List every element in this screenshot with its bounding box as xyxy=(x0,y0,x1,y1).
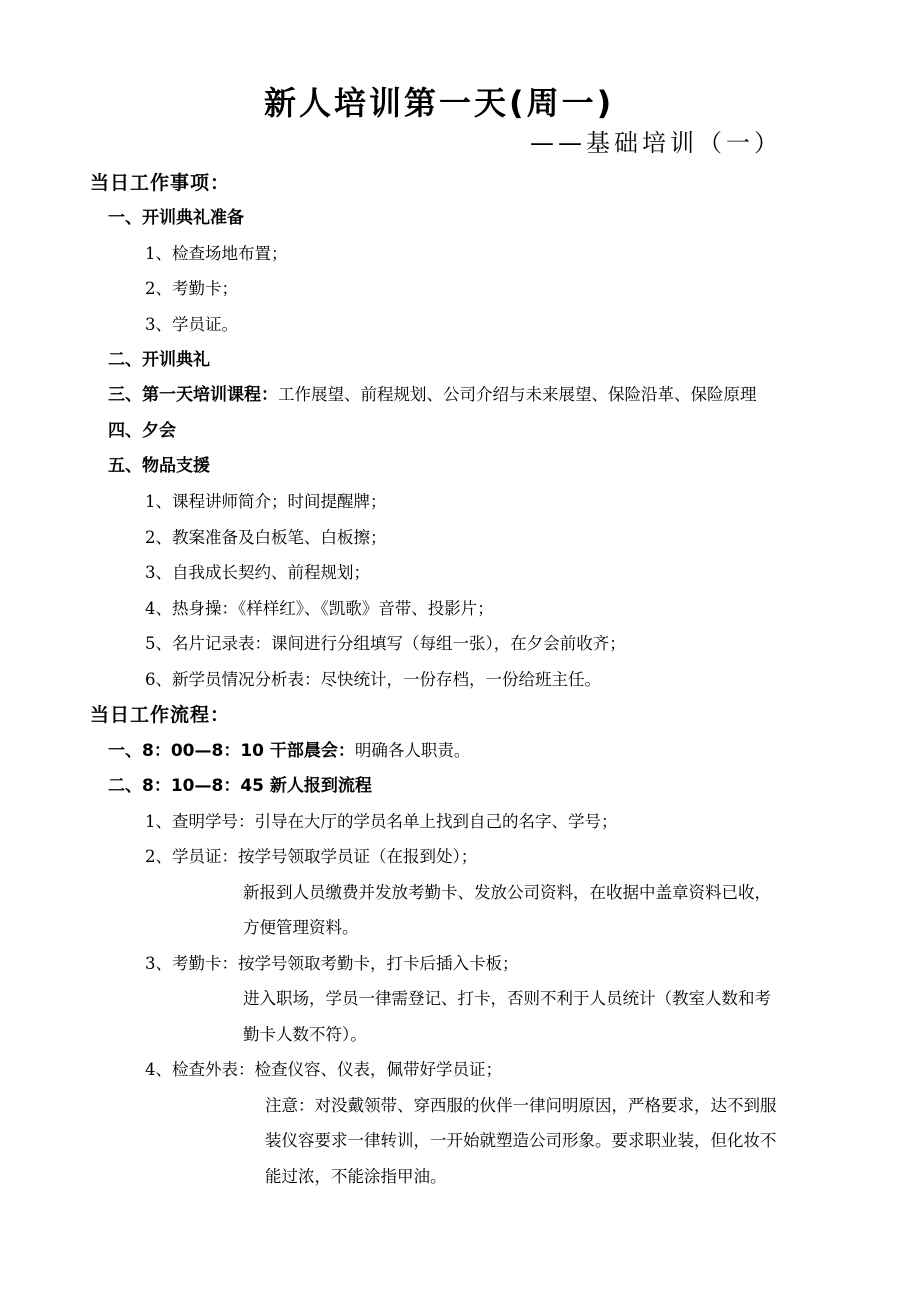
flow-subitem: 4、检查外表：检查仪容、仪表，佩带好学员证； xyxy=(145,1060,502,1079)
flow-step-2: 二、8：10—8：45 新人报到流程 xyxy=(108,776,372,796)
flow-step-1-text: 明确各人职责。 xyxy=(354,741,471,760)
task-subitem: 6、新学员情况分析表：尽快统计，一份存档，一份给班主任。 xyxy=(145,670,601,689)
task-item-4: 四、夕会 xyxy=(108,421,176,441)
flow-note: 进入职场，学员一律需登记、打卡，否则不利于人员统计（教室人数和考 xyxy=(243,989,771,1008)
task-item-5: 五、物品支援 xyxy=(108,456,210,476)
flow-note: 能过浓，不能涂指甲油。 xyxy=(265,1167,447,1186)
flow-subitem: 3、考勤卡：按学号领取考勤卡，打卡后插入卡板； xyxy=(145,954,519,973)
page-title: 新人培训第一天(周一) xyxy=(264,84,615,122)
task-subitem: 1、课程讲师简介；时间提醒牌； xyxy=(145,492,387,511)
section-heading-flow: 当日工作流程： xyxy=(90,704,231,726)
flow-note: 注意：对没戴领带、穿西服的伙伴一律问明原因，严格要求，达不到服 xyxy=(265,1096,777,1115)
flow-note: 方便管理资料。 xyxy=(243,918,359,937)
task-subitem: 4、热身操：《样样红》、《凯歌》音带、投影片； xyxy=(145,599,494,618)
flow-subitem: 1、查明学号：引导在大厅的学员名单上找到自己的名字、学号； xyxy=(145,812,618,831)
task-item-3 xyxy=(108,387,757,404)
task-item-3-label: 三、第一天培训课程： xyxy=(108,385,278,405)
task-item-2: 二、开训典礼 xyxy=(108,350,210,370)
page-subtitle: ——基础培训（一） xyxy=(530,129,782,157)
flow-note: 装仪容要求一律转训，一开始就塑造公司形象。要求职业装，但化妆不 xyxy=(265,1131,777,1150)
task-subitem: 5、名片记录表：课间进行分组填写（每组一张），在夕会前收齐； xyxy=(145,634,626,653)
task-subitem: 3、学员证。 xyxy=(145,315,238,334)
flow-subitem: 2、学员证：按学号领取学员证（在报到处）； xyxy=(145,847,478,866)
flow-note: 新报到人员缴费并发放考勤卡、发放公司资料，在收据中盖章资料已收， xyxy=(243,883,771,902)
task-subitem: 2、考勤卡； xyxy=(145,279,238,298)
task-subitem: 2、教案准备及白板笔、白板擦； xyxy=(145,528,387,547)
flow-step-1 xyxy=(108,743,470,760)
flow-note: 勤卡人数不符）。 xyxy=(243,1025,367,1044)
section-heading-tasks: 当日工作事项： xyxy=(90,172,231,194)
task-subitem: 3、自我成长契约、前程规划； xyxy=(145,563,370,582)
task-item-1: 一、开训典礼准备 xyxy=(108,208,244,228)
task-item-3-text: 工作展望、前程规划、公司介绍与未来展望、保险沿革、保险原理 xyxy=(278,385,757,404)
task-subitem: 1、检查场地布置； xyxy=(145,244,288,263)
flow-step-1-label: 一、8：00—8：10 干部晨会： xyxy=(108,741,355,761)
